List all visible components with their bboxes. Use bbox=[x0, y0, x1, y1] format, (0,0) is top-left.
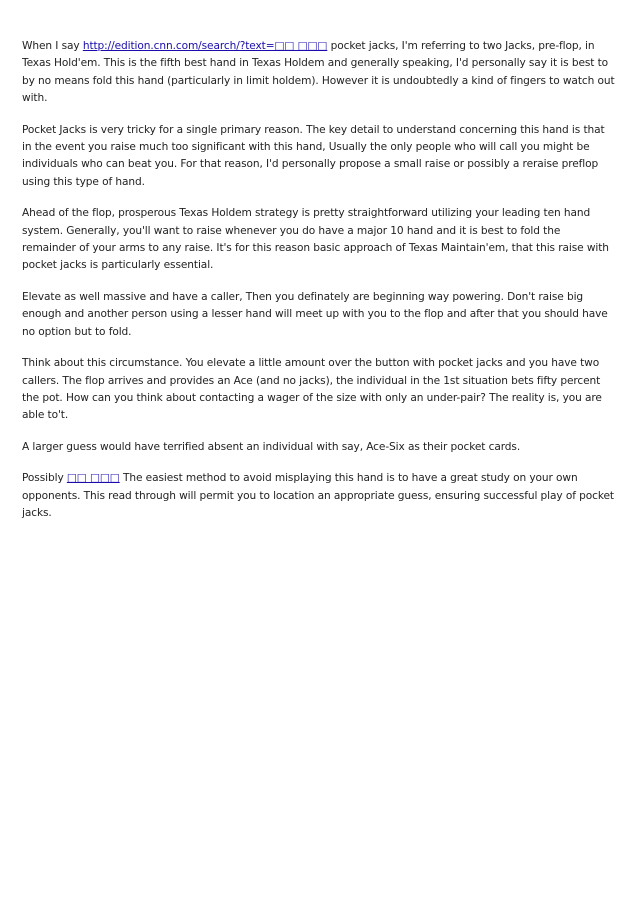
paragraph-7 bbox=[22, 470, 616, 522]
paragraph-1 bbox=[22, 38, 616, 108]
paragraph-4: Elevate as well massive and have a caller, Then you definately are beginning way powering. Don't raise big enough and another person using a lesser hand will meet up with you to the flop and after that you should have no option but to fold. bbox=[22, 290, 608, 338]
paragraph-5: Think about this circumstance. You elevate a little amount over the button with pocket jacks and you have two callers. The flop arrives and provides an Ace (and no jacks), the individual in the 1st situation bets fifty percent the pot. How can you think about contacting a wager of the size with only an under-pair? The reality is, you are able to't. bbox=[22, 357, 602, 422]
cnn-search-link[interactable]: http://edition.cnn.com/search/?text=□□ □□□ bbox=[82, 40, 328, 52]
paragraph-6: A larger guess would have terrified absent an individual with say, Ace-Six as their pocket cards. bbox=[22, 440, 521, 453]
paragraph-2: Pocket Jacks is very tricky for a single primary reason. The key detail to understand concerning this hand is that in the event you raise much too significant with this hand, Usually the only people who will call you might be individuals who can beat you. For that reason, I'd personally propose a small raise or possibly a reraise preflop using this type of hand. bbox=[22, 123, 605, 188]
paragraph-1-lead: When I say bbox=[22, 40, 83, 52]
paragraph-3: Ahead of the flop, prosperous Texas Holdem strategy is pretty straightforward utilizing your leading ten hand system. Generally, you'll want to raise whenever you do have a major 10 hand and it is best to fold the remainder of your arms to any raise. It's for this reason basic approach of Texas Maintain'em, that this raise with pocket jacks is particularly essential. bbox=[22, 207, 609, 272]
paragraph-7-lead: Possibly bbox=[22, 472, 67, 485]
paragraph-1-rest: pocket jacks, I'm referring to two Jacks, pre-flop, in Texas Hold'em. This is the fifth best hand in Texas Holdem and generally speaking, I'd personally say it is best to by no means fold this hand (particularly in limit holdem). However it is undoubtedly a kind of fingers to watch out with. bbox=[22, 40, 615, 105]
paragraph-7-rest: The easiest method to avoid misplaying this hand is to have a great study on your own opponents. This read through will permit you to location an appropriate guess, ensuring successful play of pocket jacks. bbox=[22, 472, 614, 519]
inline-keyword-link[interactable]: □□ □□□ bbox=[66, 472, 120, 485]
